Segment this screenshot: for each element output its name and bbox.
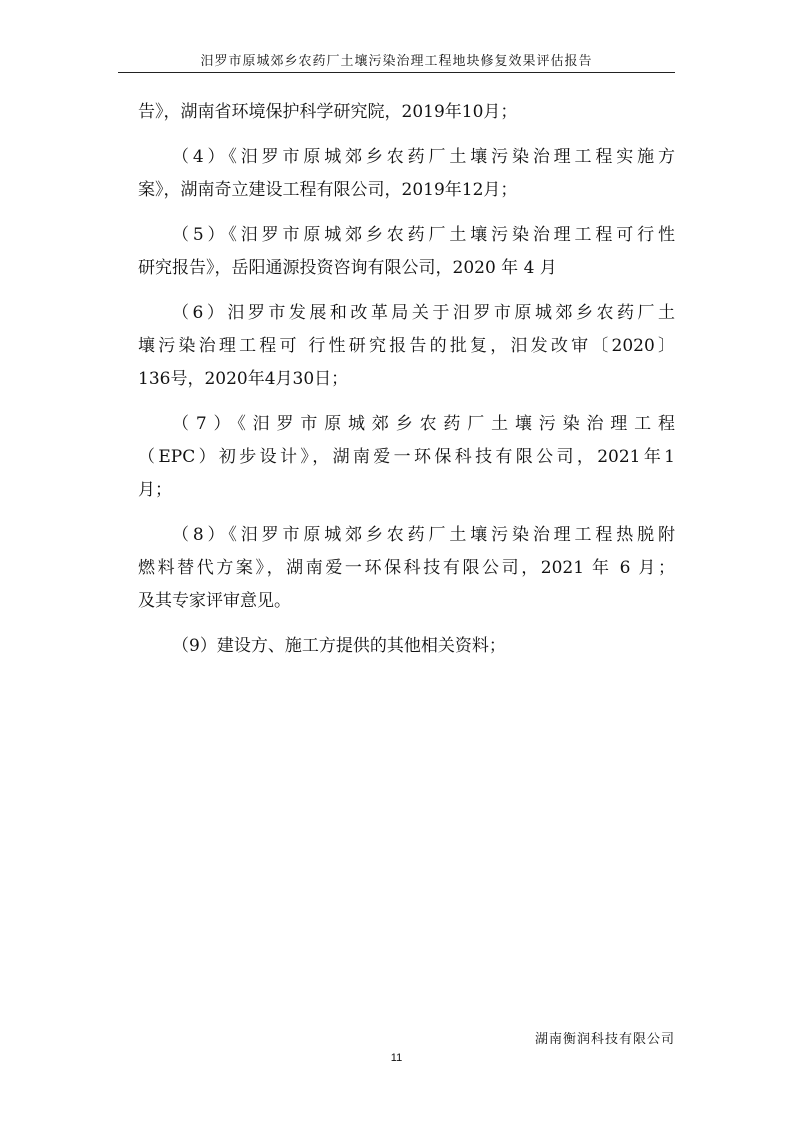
text-line: （6）汨罗市发展和改革局关于汨罗市原城郊乡农药厂土	[172, 303, 675, 323]
page-number: 11	[390, 1052, 403, 1064]
page-header-title: 汨罗市原城郊乡农药厂土壤污染治理工程地块修复效果评估报告	[200, 54, 593, 69]
text-line: 告》，湖南省环境保护科学研究院，2019年10月；	[138, 102, 518, 122]
document-body	[138, 96, 675, 675]
text-line: （4）《汨罗市原城郊乡农药厂土壤污染治理工程实施方	[172, 147, 675, 167]
text-line: （5）《汨罗市原城郊乡农药厂土壤污染治理工程可行性	[172, 225, 675, 245]
text-line: 壤污染治理工程可 行性研究报告的批复，汨发改审〔2020〕	[138, 336, 675, 356]
header-divider	[118, 72, 675, 73]
text-line: （7）《汨罗市原城郊乡农药厂土壤污染治理工程	[172, 414, 675, 434]
reference-item-5	[138, 219, 675, 285]
text-line: （8）《汨罗市原城郊乡农药厂土壤污染治理工程热脱附	[172, 525, 675, 545]
text-line: 136号，2020年4月30日；	[138, 369, 349, 389]
reference-item-4	[138, 141, 675, 207]
footer-company-name: 湖南衡润科技有限公司	[534, 1032, 675, 1047]
text-line: 燃料替代方案》，湖南爱一环保科技有限公司，2021 年 6 月；	[138, 558, 675, 578]
text-line: 月；	[138, 480, 172, 500]
text-line: 研究报告》，岳阳通源投资咨询有限公司，2020 年 4 月	[138, 258, 557, 278]
reference-item-continued	[138, 96, 675, 129]
text-line: （EPC）初步设计》，湖南爱一环保科技有限公司，2021年1	[138, 447, 675, 467]
reference-item-9	[138, 630, 675, 663]
reference-item-8	[138, 519, 675, 618]
text-line: 及其专家评审意见。	[138, 591, 291, 611]
reference-item-6	[138, 297, 675, 396]
reference-item-7	[138, 408, 675, 507]
text-line: 案》，湖南奇立建设工程有限公司，2019年12月；	[138, 180, 518, 200]
text-line: （9）建设方、施工方提供的其他相关资料；	[172, 636, 506, 656]
